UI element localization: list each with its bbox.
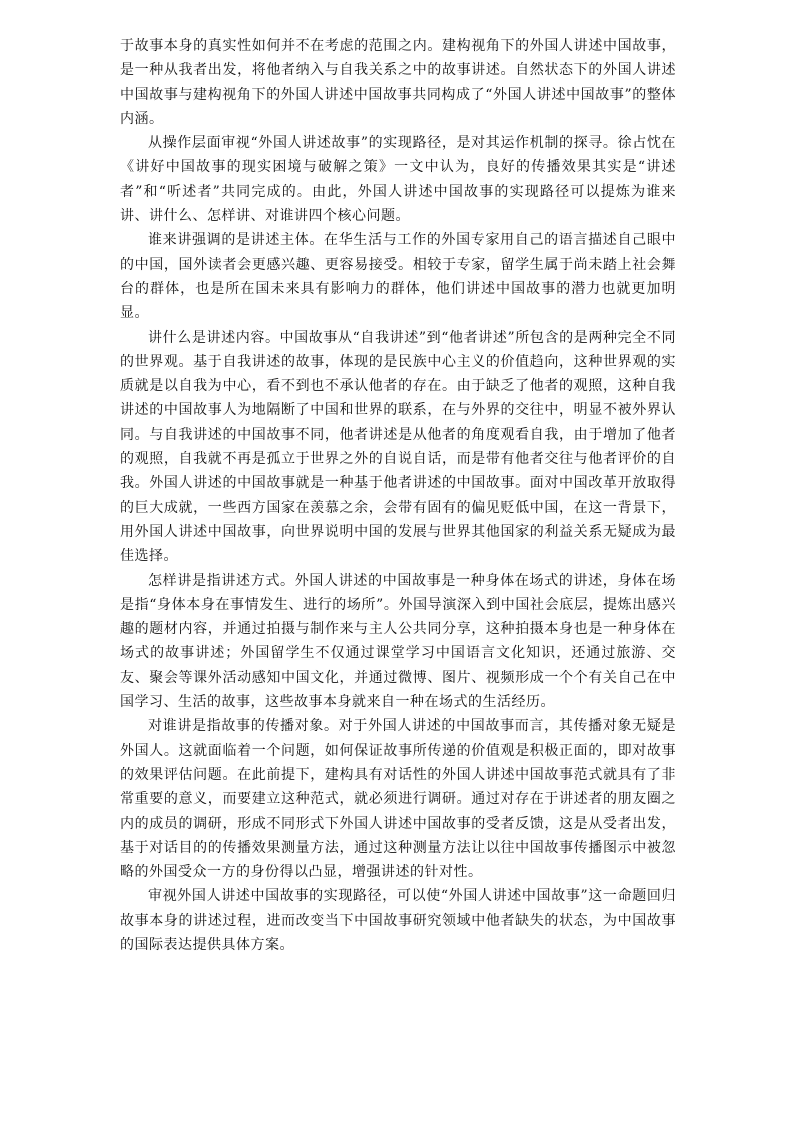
- paragraph-6: 对谁讲是指故事的传播对象。对于外国人讲述的中国故事而言，其传播对象无疑是外国人。这就面临着一个问题，如何保证故事所传递的价值观是积极正面的，即对故事的效果评估问题。在此前提下，建构具有对话性的外国人讲述中国故事范式就具有了非常重要的意义，而要建立这种范式，就必须进行调研。通过对存在于讲述者的朋友圈之内的成员的调研，形成不同形式下外国人讲述中国故事的受者反馈，这是从受者出发，基于对话目的的传播效果测量方法，通过这种测量方法让以往中国故事传播图示中被忽略的外国受众一方的身份得以凸显，增强讲述的针对性。: [120, 718, 676, 881]
- paragraph-1: 于故事本身的真实性如何并不在考虑的范围之内。建构视角下的外国人讲述中国故事，是一种从我者出发，将他者纳入与自我关系之中的故事讲述。自然状态下的外国人讲述中国故事与建构视角下的外国人讲述中国故事共同构成了“外国人讲述中国故事”的整体内涵。: [120, 38, 676, 127]
- document-page: [120, 34, 676, 957]
- paragraph-3: 谁来讲强调的是讲述主体。在华生活与工作的外国专家用自己的语言描述自己眼中的中国，国外读者会更感兴趣、更容易接受。相较于专家，留学生属于尚未踏上社会舞台的群体，也是所在国未来具有影响力的群体，他们讲述中国故事的潜力也就更加明显。: [120, 232, 676, 322]
- paragraph-5: 怎样讲是指讲述方式。外国人讲述的中国故事是一种身体在场式的讲述，身体在场是指“身体本身在事情发生、进行的场所”。外国导演深入到中国社会底层，提炼出感兴趣的题材内容，并通过拍摄与制作来与主人公共同分享，这种拍摄本身也是一种身体在场式的故事讲述；外国留学生不仅通过课堂学习中国语言文化知识，还通过旅游、交友、聚会等课外活动感知中国文化，并通过微博、图片、视频形成一个个有关自己在中国学习、生活的故事，这些故事本身就来自一种在场式的生活经历。: [120, 572, 676, 711]
- paragraph-7: 审视外国人讲述中国故事的实现路径，可以使“外国人讲述中国故事”这一命题回归故事本身的讲述过程，进而改变当下中国故事研究领域中他者缺失的状态，为中国故事的国际表达提供具体方案。: [120, 888, 676, 953]
- paragraph-2: 从操作层面审视“外国人讲述故事”的实现路径，是对其运作机制的探寻。徐占忱在《讲好中国故事的现实困境与破解之策》一文中认为，良好的传播效果其实是“讲述者”和“听述者”共同完成的。由此，外国人讲述中国故事的实现路径可以提炼为谁来讲、讲什么、怎样讲、对谁讲四个核心问题。: [120, 135, 676, 225]
- paragraph-4: 讲什么是讲述内容。中国故事从“自我讲述”到“他者讲述”所包含的是两种完全不同的世界观。基于自我讲述的故事，体现的是民族中心主义的价值趋向，这种世界观的实质就是以自我为中心，看不到也不承认他者的存在。由于缺乏了他者的观照，这种自我讲述的中国故事人为地隔断了中国和世界的联系，在与外界的交往中，明显不被外界认同。与自我讲述的中国故事不同，他者讲述是从他者的角度观看自我，由于增加了他者的观照，自我就不再是孤立于世界之外的自说自话，而是带有他者交往与他者评价的自我。外国人讲述的中国故事就是一种基于他者讲述的中国故事。面对中国改革开放取得的巨大成就，一些西方国家在羡慕之余，会带有固有的偏见贬低中国，在这一背景下，用外国人讲述中国故事，向世界说明中国的发展与世界其他国家的利益关系无疑成为最佳选择。: [120, 329, 676, 565]
